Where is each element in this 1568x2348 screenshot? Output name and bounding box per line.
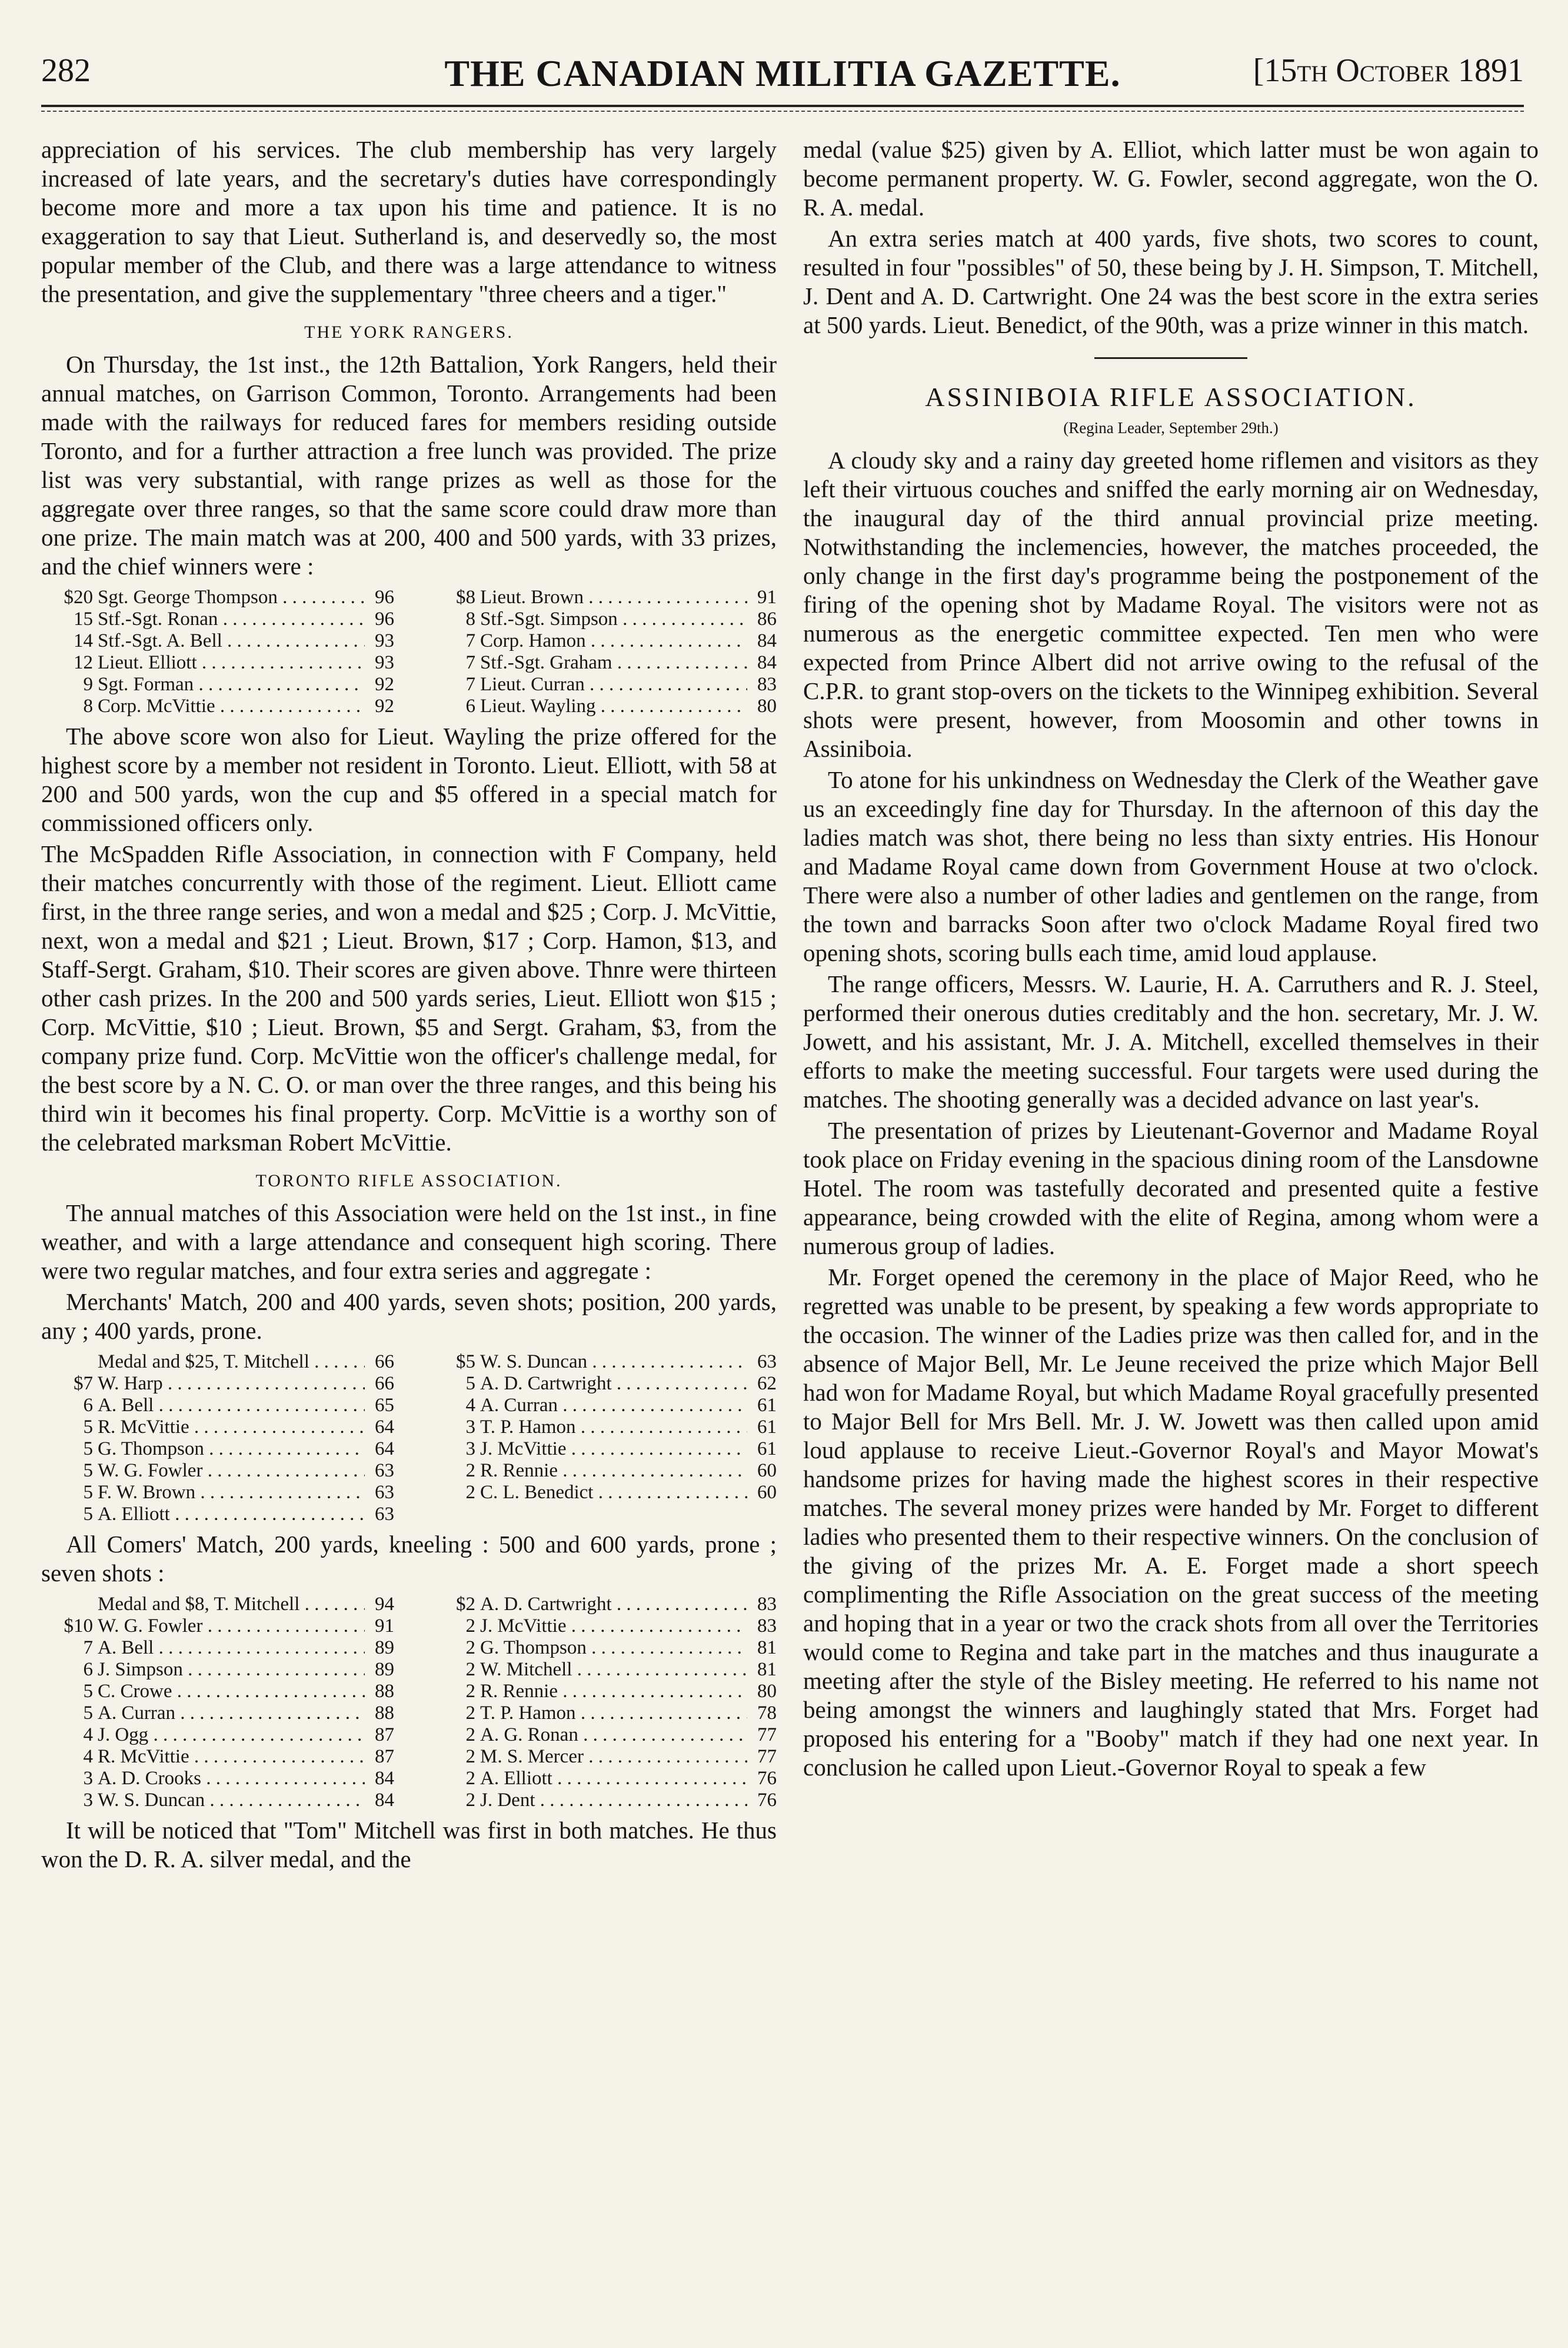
source-credit: (Regina Leader, September 29th.) (1063, 419, 1279, 437)
article-paragraph: It will be noticed that "Tom" Mitchell was first in both matches. He thus won the D. R. A. silver medal, and the (41, 1817, 777, 1873)
competitor-name: T. P. Hamon . . . (480, 1416, 747, 1438)
prize-amount: 12 (74, 652, 93, 673)
competitor-name: Lieut. Brown . . . (480, 587, 747, 608)
prize-amount: 14 (74, 630, 93, 651)
score-row (41, 1790, 394, 1811)
score-value: 64 (375, 1438, 394, 1459)
score-value: 77 (757, 1746, 777, 1767)
score-row (424, 1724, 777, 1746)
score-row (41, 1373, 394, 1395)
score-value: 91 (375, 1615, 394, 1637)
merchants-score-table (41, 1351, 777, 1525)
prize-amount: 3 (465, 1416, 475, 1438)
competitor-name: A. Elliott . . . (480, 1768, 747, 1790)
score-row (424, 1702, 777, 1724)
prize-amount: 7 (83, 1637, 93, 1658)
competitor-name: R. Rennie . . . (480, 1460, 747, 1482)
score-row (41, 1416, 394, 1438)
match-description: Merchants' Match, 200 and 400 yards, seven shots; position, 200 yards, any ; 400 yards, prone. (41, 1288, 777, 1344)
page-header (41, 52, 1524, 105)
prize-amount (41, 1351, 98, 1373)
section-heading-toronto-rifle: TORONTO RIFLE ASSOCIATION. (255, 1171, 562, 1190)
score-value: 61 (757, 1395, 777, 1416)
score-row (424, 1746, 777, 1768)
score-row (41, 1724, 394, 1746)
prize-amount: 8 (465, 608, 475, 630)
score-row (424, 630, 777, 652)
prize-amount: $5 (456, 1351, 475, 1372)
header-rule-dashed (41, 111, 1524, 112)
score-value: 93 (375, 630, 394, 651)
score-value: 84 (375, 1768, 394, 1789)
prize-amount: $2 (456, 1594, 475, 1615)
prize-amount: 5 (465, 1373, 475, 1394)
competitor-name: A. Elliott . . . (98, 1504, 365, 1525)
competitor-name: Corp. McVittie . . . (98, 696, 365, 717)
score-row (424, 652, 777, 674)
competitor-name: A. Curran . . . (98, 1702, 365, 1724)
prize-amount: 6 (83, 1395, 93, 1416)
competitor-name: Stf.-Sgt. Graham . . . (480, 652, 747, 674)
score-value: 86 (757, 608, 777, 630)
score-row (424, 1659, 777, 1681)
score-row (41, 1768, 394, 1790)
york-score-table (41, 587, 777, 717)
score-row (41, 674, 394, 696)
section-heading-assiniboia: ASSINIBOIA RIFLE ASSOCIATION. (925, 382, 1417, 412)
prize-amount: 3 (83, 1790, 93, 1811)
article-paragraph: medal (value $25) given by A. Elliot, which latter must be won again to become permanent property. W. G. Fowler, second aggregate, won the O. R. A. medal. (803, 136, 1539, 221)
competitor-name: F. W. Brown . . . (98, 1482, 365, 1504)
score-value: 87 (375, 1746, 394, 1767)
score-value: 76 (757, 1768, 777, 1789)
prize-amount: 9 (83, 674, 93, 695)
competitor-name: G. Thompson . . . (480, 1637, 747, 1659)
prize-amount: $10 (64, 1615, 93, 1637)
score-column (424, 1351, 777, 1525)
score-value: 94 (375, 1594, 394, 1615)
newspaper-title: THE CANADIAN MILITIA GAZETTE. (444, 52, 1121, 94)
prize-amount: 2 (465, 1615, 475, 1637)
score-value: 60 (757, 1482, 777, 1503)
competitor-name: W. Harp . . . (98, 1373, 365, 1395)
score-value: 62 (757, 1373, 777, 1394)
score-value: 80 (757, 1681, 777, 1702)
competitor-name: C. Crowe . . . (98, 1681, 365, 1702)
competitor-name: M. S. Mercer . . . (480, 1746, 747, 1768)
score-row (424, 1351, 777, 1373)
score-row (424, 1416, 777, 1438)
prize-amount: $8 (456, 587, 475, 608)
score-row (424, 674, 777, 696)
score-row (424, 1373, 777, 1395)
score-column (41, 587, 394, 717)
score-row (41, 630, 394, 652)
score-row (424, 1438, 777, 1460)
score-value: 78 (757, 1702, 777, 1724)
competitor-name: W. G. Fowler . . . (98, 1615, 365, 1637)
article-paragraph: To atone for his unkindness on Wednesday the Clerk of the Weather gave us an exceedingly fine day for Thursday. In the afternoon of this day the ladies match was shot, there being no less than sixty entries. His Honour and Madame Royal came down from Government House at two o'clock. There were also a number of other ladies and gentlemen on the range, from the town and barracks Soon after two o'clock Madame Royal fired two opening shots, scoring bulls each time, amid loud applause. (803, 766, 1539, 966)
prize-amount: 7 (465, 674, 475, 695)
right-column (803, 135, 1539, 1784)
competitor-name: Medal and $8, T. Mitchell . . . (98, 1594, 365, 1615)
competitor-name: A. D. Crooks . . . (98, 1768, 365, 1790)
competitor-name: Sgt. George Thompson . . . (98, 587, 365, 608)
score-column (41, 1594, 394, 1811)
match-description: All Comers' Match, 200 yards, kneeling : 500 and 600 yards, prone ; seven shots : (41, 1531, 777, 1587)
score-value: 61 (757, 1416, 777, 1438)
score-row (424, 1790, 777, 1811)
competitor-name: Sgt. Forman . . . (98, 674, 365, 696)
article-paragraph: appreciation of his services. The club membership has very largely increased of late years, and the secretary's duties have correspondingly become more and more a tax upon his time and patience. It is no exaggeration to say that Lieut. Sutherland is, and deservedly so, the most popular member of the Club, and there was a large attendance to witness the presentation, and give the supplementary "three cheers and a tiger." (41, 136, 777, 307)
competitor-name: Lieut. Curran . . . (480, 674, 747, 696)
article-paragraph: The McSpadden Rifle Association, in connection with F Company, held their matches concurrently with those of the regiment. Lieut. Elliott came first, in the three range series, and won a medal and $25 ; Corp. J. McVittie, next, won a medal and $21 ; Lieut. Brown, $17 ; Corp. Hamon, $13, and Staff-Sergt. Graham, $10. Their scores are given above. Thnre were thirteen other cash prizes. In the 200 and 500 yards series, Lieut. Elliott won $15 ; Corp. McVittie, $10 ; Lieut. Brown, $5 and Sergt. Graham, $3, from the company prize fund. Corp. McVittie won the officer's challenge medal, for the best score by a N. C. O. or man over the three ranges, and this being his third win it becomes his final property. Corp. McVittie is a worthy son of the celebrated marksman Robert McVittie. (41, 840, 777, 1156)
competitor-name: W. Mitchell . . . (480, 1659, 747, 1681)
article-paragraph: The range officers, Messrs. W. Laurie, H. A. Carruthers and R. J. Steel, performed their onerous duties creditably and the hon. secretary, Mr. J. W. Jowett, and his assistant, Mr. J. A. Mitchell, excelled themselves in their efforts to make the meeting successful. Four targets were used during the matches. The shooting generally was a decided advance on last year's. (803, 970, 1539, 1113)
prize-amount: 2 (465, 1637, 475, 1658)
score-row (424, 1768, 777, 1790)
prize-amount: 2 (465, 1681, 475, 1702)
score-row (41, 1438, 394, 1460)
competitor-name: Lieut. Wayling . . . (480, 696, 747, 717)
prize-amount: 2 (465, 1768, 475, 1789)
score-value: 88 (375, 1702, 394, 1724)
issue-date: [15th October 1891 (1253, 52, 1524, 89)
competitor-name: R. McVittie . . . (98, 1746, 365, 1768)
section-divider (1094, 357, 1247, 359)
competitor-name: J. Simpson . . . (98, 1659, 365, 1681)
score-row (424, 608, 777, 630)
score-value: 84 (757, 652, 777, 673)
competitor-name: W. S. Duncan . . . (98, 1790, 365, 1811)
competitor-name: Corp. Hamon . . . (480, 630, 747, 652)
score-value: 84 (375, 1790, 394, 1811)
score-value: 64 (375, 1416, 394, 1438)
article-paragraph: On Thursday, the 1st inst., the 12th Battalion, York Rangers, held their annual matches, on Garrison Common, Toronto. Arrangements had been made with the railways for reduced fares for members residing outside Toronto, and for a further attraction a free lunch was provided. The prize list was very substantial, with range prizes as well as those for the aggregate over three ranges, so that the same score could draw more than one prize. The main match was at 200, 400 and 500 yards, with 33 prizes, and the chief winners were : (41, 351, 777, 580)
article-paragraph: An extra series match at 400 yards, five shots, two scores to count, resulted in four "possibles" of 50, these being by J. H. Simpson, T. Mitchell, J. Dent and A. D. Cartwright. One 24 was the best score in the extra series at 500 yards. Lieut. Benedict, of the 90th, was a prize winner in this match. (803, 225, 1539, 338)
competitor-name: T. P. Hamon . . . (480, 1702, 747, 1724)
competitor-name: Stf.-Sgt. Ronan . . . (98, 608, 365, 630)
competitor-name: J. Ogg . . . (98, 1724, 365, 1746)
prize-amount: 2 (465, 1790, 475, 1811)
article-paragraph: A cloudy sky and a rainy day greeted home riflemen and visitors as they left their virtuous couches and sniffed the early morning air on Wednesday, the inaugural day of the third annual provincial prize meeting. Notwithstanding the inclemencies, however, the matches proceeded, the only change in the first day's programme being the postponement of the firing of the opening shot by Madame Royal. The visitors were not as numerous as the energetic committee expected. Ten men who were expected from Prince Albert did not arrive owing to the refusal of the C.P.R. to grant stop-overs on the tickets to the Winnipeg exhibition. Several shots were present, however, from Moosomin and other towns in Assiniboia. (803, 447, 1539, 762)
competitor-name: Stf.-Sgt. Simpson . . . (480, 608, 747, 630)
prize-amount: 15 (74, 608, 93, 630)
score-value: 81 (757, 1637, 777, 1658)
prize-amount: $7 (74, 1373, 93, 1394)
competitor-name: R. Rennie . . . (480, 1681, 747, 1702)
prize-amount: 3 (83, 1768, 93, 1789)
score-value: 63 (375, 1504, 394, 1525)
competitor-name: A. D. Cartwright . . . (480, 1594, 747, 1615)
score-column (41, 1351, 394, 1525)
competitor-name: J. Dent . . . (480, 1790, 747, 1811)
prize-amount: 2 (465, 1702, 475, 1724)
score-row (41, 1482, 394, 1504)
score-row (424, 696, 777, 717)
score-row (41, 1594, 394, 1615)
competitor-name: J. McVittie . . . (480, 1438, 747, 1460)
score-row (41, 1460, 394, 1482)
prize-amount: 6 (465, 696, 475, 717)
score-value: 92 (375, 674, 394, 695)
prize-amount: 4 (83, 1724, 93, 1745)
competitor-name: G. Thompson . . . (98, 1438, 365, 1460)
article-paragraph: The above score won also for Lieut. Wayling the prize offered for the highest score by a member not resident in Toronto. Lieut. Elliott, with 58 at 200 and 500 yards, won the cup and $5 offered in a special match for commissioned officers only. (41, 723, 777, 836)
score-value: 80 (757, 696, 777, 717)
score-row (41, 587, 394, 608)
all-comers-score-table (41, 1594, 777, 1811)
competitor-name: Stf.-Sgt. A. Bell . . . (98, 630, 365, 652)
score-column (424, 1594, 777, 1811)
score-value: 87 (375, 1724, 394, 1745)
score-value: 60 (757, 1460, 777, 1481)
prize-amount: 5 (83, 1460, 93, 1481)
score-value: 96 (375, 608, 394, 630)
prize-amount: 6 (83, 1659, 93, 1680)
competitor-name: Lieut. Elliott . . . (98, 652, 365, 674)
score-row (41, 652, 394, 674)
score-value: 89 (375, 1659, 394, 1680)
competitor-name: A. Curran . . . (480, 1395, 747, 1416)
score-value: 89 (375, 1637, 394, 1658)
score-row (41, 1395, 394, 1416)
score-row (41, 1637, 394, 1659)
competitor-name: W. S. Duncan . . . (480, 1351, 747, 1373)
score-row (41, 608, 394, 630)
prize-amount: 7 (465, 630, 475, 651)
prize-amount: 5 (83, 1416, 93, 1438)
score-row (41, 1746, 394, 1768)
competitor-name: A. Bell . . . (98, 1637, 365, 1659)
prize-amount: 5 (83, 1702, 93, 1724)
score-value: 81 (757, 1659, 777, 1680)
score-value: 88 (375, 1681, 394, 1702)
prize-amount: 5 (83, 1438, 93, 1459)
competitor-name: A. Bell . . . (98, 1395, 365, 1416)
score-row (41, 1351, 394, 1373)
score-row (41, 1681, 394, 1702)
score-row (424, 1460, 777, 1482)
score-value: 63 (757, 1351, 777, 1372)
competitor-name: A. D. Cartwright . . . (480, 1373, 747, 1395)
score-row (424, 1637, 777, 1659)
score-row (424, 1615, 777, 1637)
prize-amount: 5 (83, 1482, 93, 1503)
score-value: 83 (757, 674, 777, 695)
prize-amount: 4 (83, 1746, 93, 1767)
competitor-name: J. McVittie . . . (480, 1615, 747, 1637)
competitor-name: C. L. Benedict . . . (480, 1482, 747, 1504)
score-value: 61 (757, 1438, 777, 1459)
score-value: 83 (757, 1594, 777, 1615)
prize-amount: 2 (465, 1659, 475, 1680)
section-heading-york-rangers: THE YORK RANGERS. (304, 322, 514, 342)
score-row (41, 1659, 394, 1681)
score-value: 92 (375, 696, 394, 717)
article-paragraph: The annual matches of this Association were held on the 1st inst., in fine weather, and with a large attendance and consequent high scoring. There were two regular matches, and four extra series and aggregate : (41, 1199, 777, 1284)
competitor-name: W. G. Fowler . . . (98, 1460, 365, 1482)
score-value: 66 (375, 1373, 394, 1394)
competitor-name: Medal and $25, T. Mitchell . . . (98, 1351, 365, 1373)
score-value: 93 (375, 652, 394, 673)
score-row (424, 1482, 777, 1504)
prize-amount: 7 (465, 652, 475, 673)
prize-amount: $20 (64, 587, 93, 608)
score-value: 63 (375, 1482, 394, 1503)
prize-amount: 8 (83, 696, 93, 717)
score-value: 77 (757, 1724, 777, 1745)
prize-amount: 4 (465, 1395, 475, 1416)
article-paragraph: The presentation of prizes by Lieutenant-Governor and Madame Royal took place on Friday evening in the spacious dining room of the Lansdowne Hotel. The room was tastefully decorated and presented quite a festive appearance, being crowded with the elite of Regina, among whom were a numerous group of ladies. (803, 1117, 1539, 1259)
score-value: 83 (757, 1615, 777, 1637)
competitor-name: A. G. Ronan . . . (480, 1724, 747, 1746)
prize-amount: 2 (465, 1482, 475, 1503)
score-row (424, 1395, 777, 1416)
score-row (41, 1504, 394, 1525)
score-column (424, 587, 777, 717)
prize-amount: 3 (465, 1438, 475, 1459)
score-value: 65 (375, 1395, 394, 1416)
prize-amount (41, 1594, 98, 1615)
prize-amount: 5 (83, 1504, 93, 1525)
score-value: 96 (375, 587, 394, 608)
score-value: 76 (757, 1790, 777, 1811)
article-paragraph: Mr. Forget opened the ceremony in the place of Major Reed, who he regretted was unable to be present, by speaking a few words appropriate to the occasion. The winner of the Ladies prize was then called for, and in the absence of Major Bell, Mr. Le Jeune received the prize which Major Bell had won for Madame Royal, but which Madame Royal gracefully presented to Major Bell for Mrs Bell. Mr. J. W. Jowett was then called upon amid loud applause to receive Lieut.-Governor Royal's and Mayor Mowat's handsome prizes for having made the highest scores in their respective matches. The several money prizes were handed by Mr. Forget to different ladies who presented them to their respective winners. On the conclusion of the giving of the prizes Mr. A. E. Forget made a short speech complimenting the Rifle Association on the great success of the meeting and hoping that in a year or two the crack shots from all over the Territories would come to Regina and take part in the matches and thus inaugurate a meeting after the style of the Bisley meeting. He referred to his name not being amongst the winners and laughingly stated that Mrs. Forget had proposed his entering for a "Booby" match if they had one next year. In conclusion he called upon Lieut.-Governor Royal to speak a few (803, 1263, 1539, 1781)
score-row (424, 1594, 777, 1615)
prize-amount: 2 (465, 1746, 475, 1767)
competitor-name: R. McVittie . . . (98, 1416, 365, 1438)
score-row (41, 1702, 394, 1724)
score-value: 84 (757, 630, 777, 651)
page-number: 282 (41, 52, 91, 89)
score-row (41, 696, 394, 717)
prize-amount: 2 (465, 1460, 475, 1481)
score-row (424, 1681, 777, 1702)
left-column (41, 135, 777, 1876)
prize-amount: 5 (83, 1681, 93, 1702)
prize-amount: 2 (465, 1724, 475, 1745)
score-value: 91 (757, 587, 777, 608)
score-row (41, 1615, 394, 1637)
score-value: 63 (375, 1460, 394, 1481)
score-value: 66 (375, 1351, 394, 1372)
header-rule (41, 105, 1524, 107)
score-row (424, 587, 777, 608)
